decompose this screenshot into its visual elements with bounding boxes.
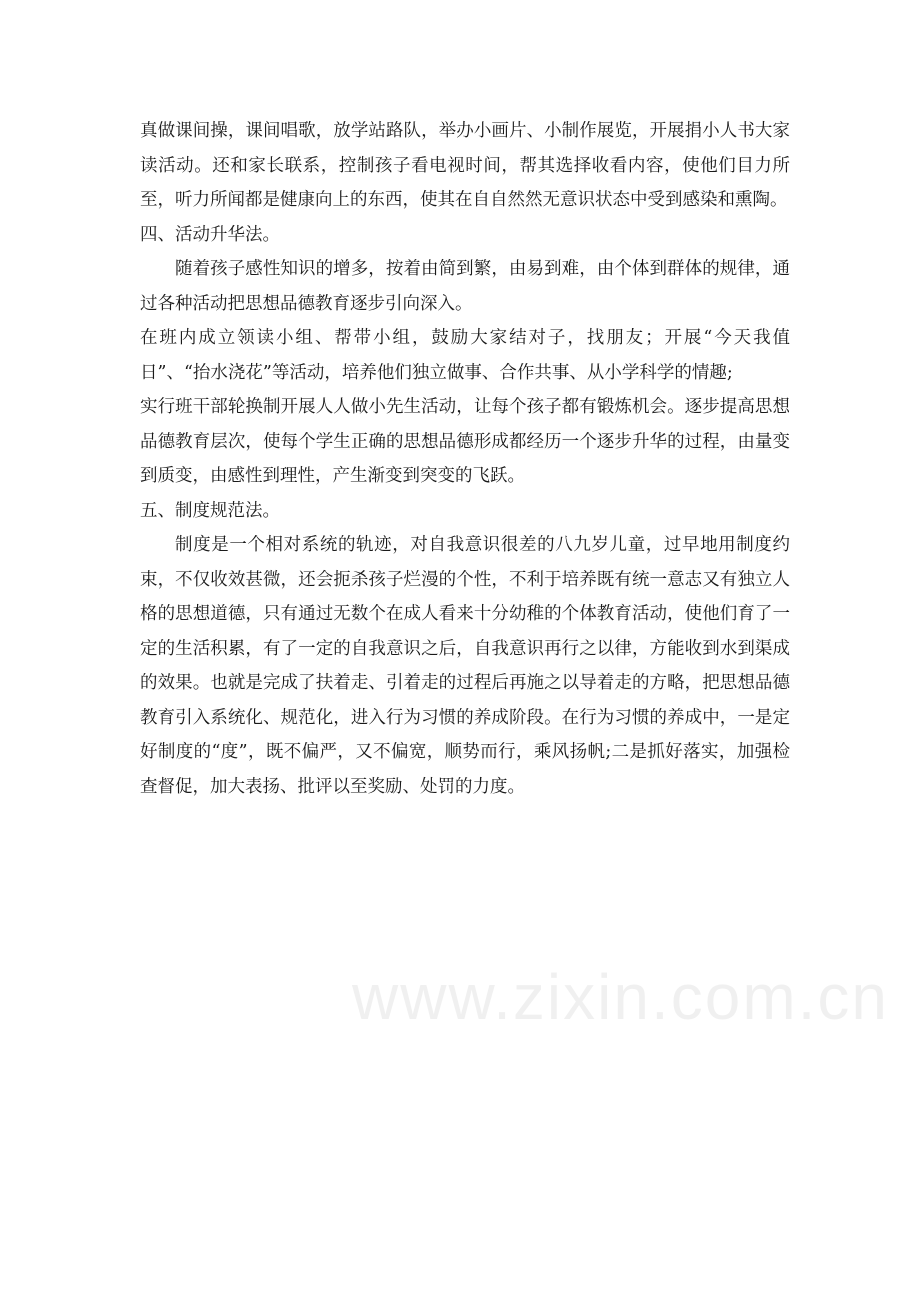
paragraph-system-norms: 制度是一个相对系统的轨迹，对自我意识很差的八九岁儿童，过早地用制度约束，不仅收效甚微，还会扼杀孩子烂漫的个性，不利于培养既有统一意志又有独立人格的思想道德，只有通过无数个在成人看来十分幼稚的个体教育活动，使他们育了一定的生活积累，有了一定的自我意识之后，自我意识再行之以律，方能收到水到渠成的效果。也就是完成了扶着走、引着走的过程后再施之以导着走的方略，把思想品德教育引入系统化、规范化，进入行为习惯的养成阶段。在行为习惯的养成中，一是定好制度的“度”，既不偏严，又不偏宽，顺势而行，乘风扬帆;二是抓好落实，加强检查督促，加大表扬、批评以至奖励、处罚的力度。 (140, 535, 790, 797)
section-heading-5: 五、制度规范法。 (140, 500, 280, 521)
paragraph-activity-rotation: 实行班干部轮换制开展人人做小先生活动，让每个孩子都有锻炼机会。逐步提高思想品德教育层次，使每个学生正确的思想品德形成都经历一个逐步升华的过程，由量变到质变，由感性到理性，产生渐变到突变的飞跃。 (140, 397, 790, 486)
section-heading-4: 四、活动升华法。 (140, 224, 280, 245)
watermark: www.zixin.com.cn (352, 961, 889, 1033)
paragraph-activity-intro: 随着孩子感性知识的增多，按着由简到繁，由易到难，由个体到群体的规律，通过各种活动把思想品德教育逐步引向深入。 (140, 259, 790, 314)
document-body (140, 114, 790, 804)
paragraph-continuation: 真做课间操，课间唱歌，放学站路队，举办小画片、小制作展览，开展捐小人书大家读活动。还和家长联系，控制孩子看电视时间，帮其选择收看内容，使他们目力所至，听力所闻都是健康向上的东西，使其在自自然然无意识状态中受到感染和熏陶。 (140, 121, 790, 210)
paragraph-activity-groups: 在班内成立领读小组、帮带小组，鼓励大家结对子，找朋友；开展“今天我值日”、“抬水浇花”等活动，培养他们独立做事、合作共事、从小学科学的情趣; (140, 328, 790, 383)
